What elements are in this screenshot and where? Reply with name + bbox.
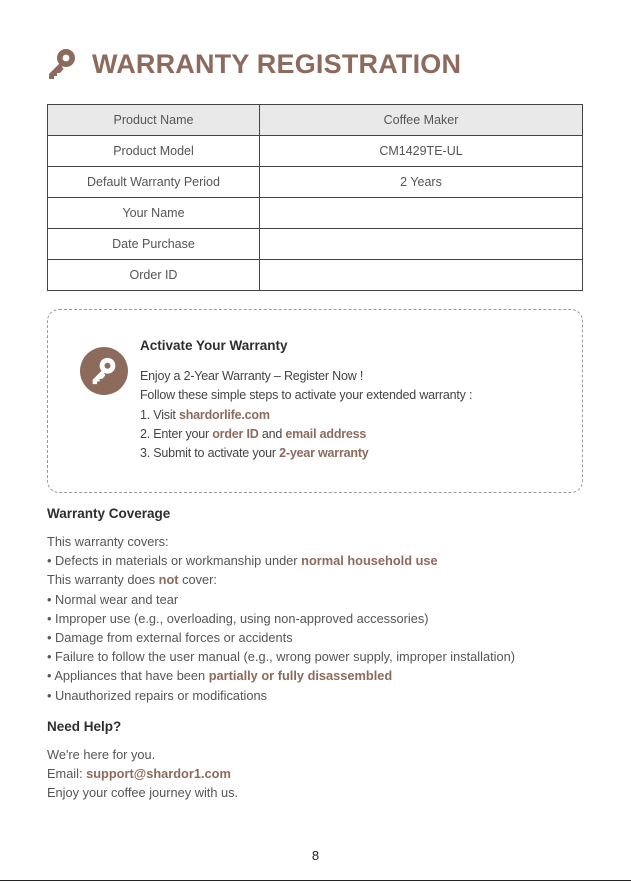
coverage-title: Warranty Coverage [47, 506, 171, 521]
page-title: WARRANTY REGISTRATION [92, 48, 462, 79]
page-header [46, 44, 461, 84]
coverage-line: • Damage from external forces or accidents [47, 630, 293, 646]
field-label: Date Purchase [48, 229, 260, 260]
field-label: Product Model [48, 136, 260, 167]
field-value [260, 229, 583, 260]
step-submit: 3. Submit to activate your 2-year warranty [140, 446, 369, 461]
website-link[interactable]: shardorlife.com [178, 407, 270, 422]
table-row [48, 167, 583, 198]
activate-line: Enjoy a 2-Year Warranty – Register Now ! [140, 369, 364, 383]
field-value [260, 198, 583, 229]
table-row [48, 229, 583, 260]
step-enter: 2. Enter your order ID and email address [140, 426, 367, 441]
activate-steps [140, 367, 472, 463]
help-line: We're here for you. [47, 747, 156, 762]
field-label: Your Name [48, 198, 260, 229]
coverage-line: • Improper use (e.g., overloading, using non-approved accessories) [47, 610, 429, 626]
coverage-line: This warranty covers: [47, 534, 169, 549]
activate-line: Follow these simple steps to activate your extended warranty : [140, 388, 473, 403]
coverage-line: • Appliances that have been partially or fully disassembled [47, 668, 393, 684]
activate-warranty-box [47, 309, 583, 493]
step-visit: 1. Visit shardorlife.com [140, 407, 270, 422]
table-row [48, 105, 583, 136]
field-label: Default Warranty Period [48, 167, 260, 198]
table-row [48, 198, 583, 229]
coverage-line: • Normal wear and tear [47, 591, 179, 607]
key-icon [46, 47, 78, 81]
field-label: Product Name [48, 105, 260, 136]
help-email-line: Email: support@shardor1.com [47, 766, 231, 782]
table-row [48, 136, 583, 167]
help-lines [47, 745, 238, 803]
email-link[interactable]: support@shardor1.com [86, 766, 231, 782]
registration-table [47, 104, 583, 291]
coverage-line: • Unauthorized repairs or modifications [47, 687, 267, 703]
activate-title: Activate Your Warranty [140, 338, 288, 353]
bottom-divider [0, 880, 631, 881]
coverage-section [47, 506, 515, 705]
field-value: 2 Years [260, 167, 583, 198]
coverage-line: • Defects in materials or workmanship under normal household use [47, 553, 438, 569]
page-number: 8 [311, 848, 320, 863]
field-value: CM1429TE-UL [260, 136, 583, 167]
help-title: Need Help? [47, 719, 122, 734]
key-icon [90, 356, 118, 386]
coverage-line: • Failure to follow the user manual (e.g., wrong power supply, improper installation) [47, 649, 515, 665]
help-section [47, 719, 238, 803]
field-value [260, 260, 583, 291]
table-row [48, 260, 583, 291]
help-line: Enjoy your coffee journey with us. [47, 785, 239, 801]
coverage-line: This warranty does not cover: [47, 572, 217, 588]
field-label: Order ID [48, 260, 260, 291]
coverage-list [47, 532, 515, 705]
field-value: Coffee Maker [260, 105, 583, 136]
key-badge [80, 347, 128, 395]
